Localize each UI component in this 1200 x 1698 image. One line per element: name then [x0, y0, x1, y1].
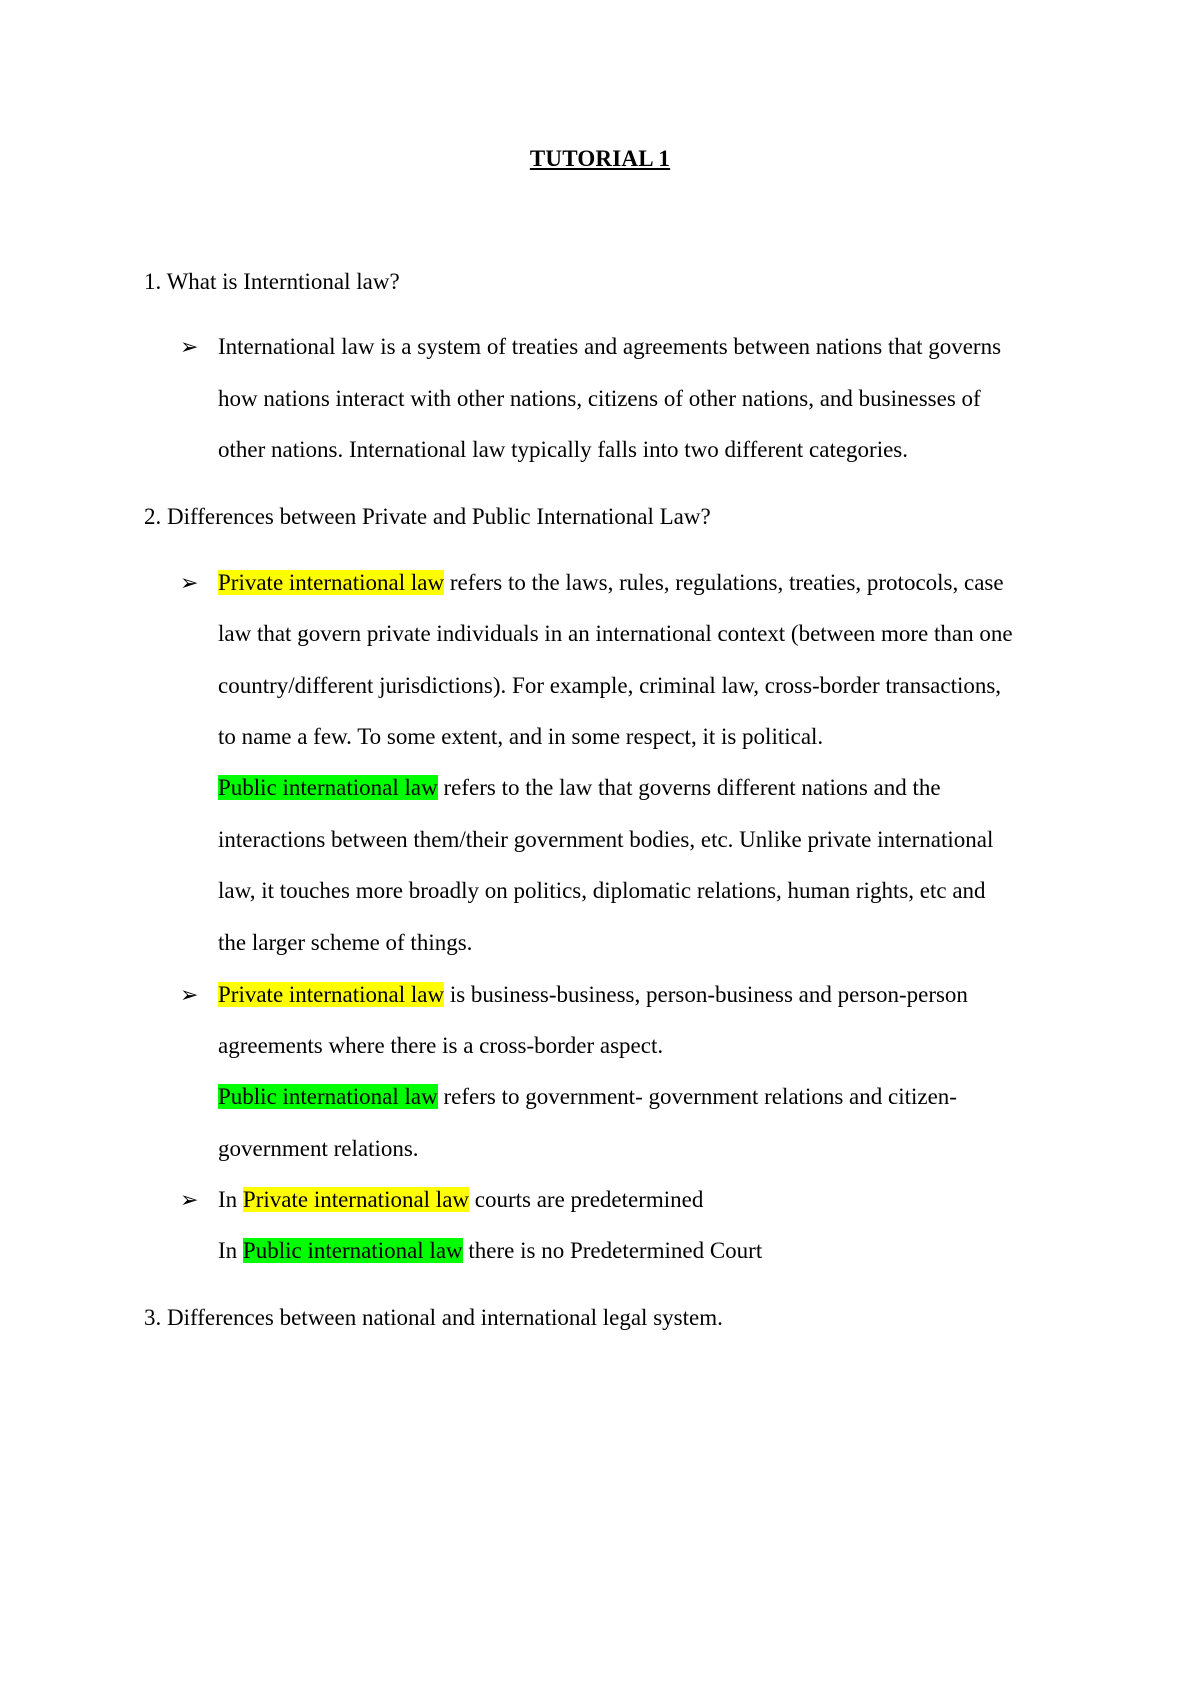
b3-in-word: In — [218, 1238, 243, 1263]
b2-line-2: agreements where there is a cross-border aspect. — [218, 1033, 664, 1058]
public-law-term: Public international law — [218, 775, 438, 800]
document-title: TUTORIAL 1 — [529, 146, 671, 171]
b1-line-5 — [218, 774, 941, 802]
question-3: 3. Differences between national and international legal system. — [144, 1305, 723, 1330]
private-law-term: Private international law — [218, 570, 445, 595]
b2-line-4: government relations. — [218, 1136, 419, 1161]
arrow-bullet-icon: ➢ — [180, 334, 199, 359]
public-law-term: Public international law — [242, 1238, 463, 1263]
b2-line-1-rest: is business-business, person-business and person-person — [444, 982, 968, 1007]
b3-line-2-rest: there is no Predetermined Court — [462, 1238, 763, 1263]
b1-line-5-rest: refers to the law that governs different nations and the — [437, 775, 941, 800]
b1-line-1-rest: refers to the laws, rules, regulations, treaties, protocols, case — [444, 570, 1004, 595]
b3-in-word: In — [218, 1187, 243, 1212]
arrow-bullet-icon: ➢ — [180, 570, 199, 595]
answer-1-line-1: International law is a system of treaties and agreements between nations that governs — [218, 334, 1002, 359]
b1-line-4: to name a few. To some extent, and in some respect, it is political. — [218, 724, 824, 749]
b2-line-3 — [218, 1083, 957, 1111]
question-1: 1. What is Interntional law? — [144, 269, 400, 294]
answer-1-line-2: how nations interact with other nations, citizens of other nations, and businesses of — [218, 386, 981, 411]
b3-line-1 — [218, 1186, 703, 1214]
b1-line-1 — [218, 569, 1004, 597]
b3-line-1-rest: courts are predetermined — [469, 1187, 704, 1212]
b1-line-2: law that govern private individuals in an international context (between more than one — [218, 621, 1013, 646]
b1-line-3: country/different jurisdictions). For example, criminal law, cross-border transactions, — [218, 673, 1002, 698]
private-law-term: Private international law — [242, 1187, 470, 1212]
private-law-term: Private international law — [218, 982, 445, 1007]
public-law-term: Public international law — [218, 1084, 438, 1109]
question-2: 2. Differences between Private and Public International Law? — [144, 504, 711, 529]
arrow-bullet-icon: ➢ — [180, 1187, 199, 1212]
b1-line-7: law, it touches more broadly on politics, diplomatic relations, human rights, etc and — [218, 878, 986, 903]
b2-line-1 — [218, 981, 968, 1009]
b3-line-2 — [218, 1237, 762, 1265]
arrow-bullet-icon: ➢ — [180, 982, 199, 1007]
b1-line-6: interactions between them/their government bodies, etc. Unlike private international — [218, 827, 994, 852]
answer-1-line-3: other nations. International law typically falls into two different categories. — [218, 437, 908, 462]
b1-line-8: the larger scheme of things. — [218, 930, 473, 955]
b2-line-3-rest: refers to government- government relations and citizen- — [437, 1084, 957, 1109]
